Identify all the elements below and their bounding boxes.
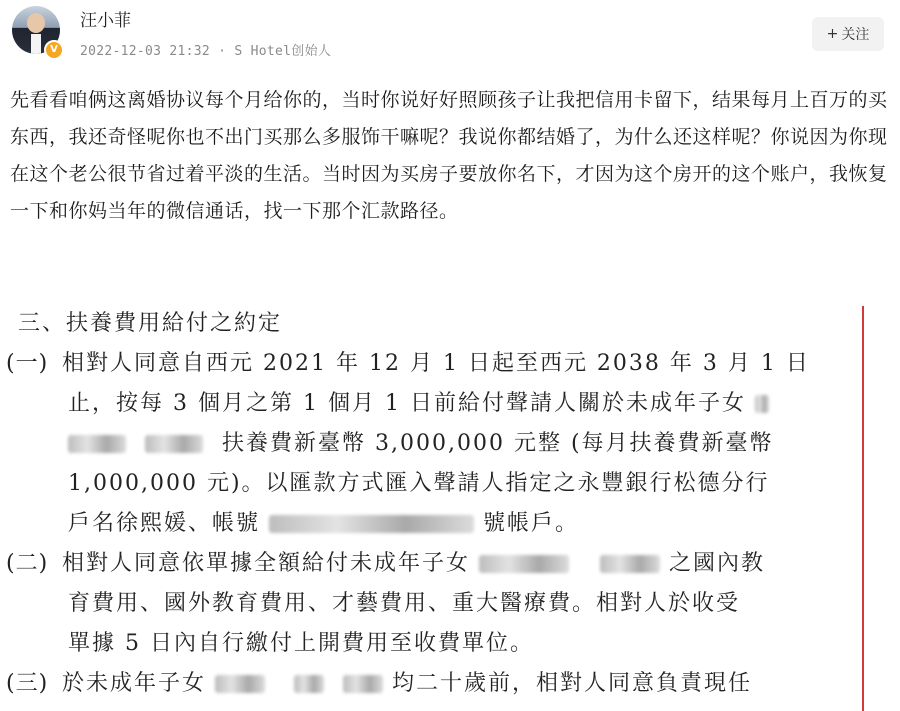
clause-1-line-5 bbox=[68, 506, 579, 537]
clause-1-line-3 bbox=[68, 426, 774, 457]
follow-button-label: 关注 bbox=[841, 27, 870, 43]
clause-2-line-3: 單據 5 日內自行繳付上開費用至收費單位。 bbox=[68, 631, 534, 656]
plus-icon: + bbox=[826, 26, 839, 42]
clause-3-line-1b: 均二十歲前，相對人同意負責現任 bbox=[392, 671, 753, 696]
clause-3-line-1 bbox=[62, 666, 752, 697]
margin-red-line bbox=[862, 306, 864, 711]
redaction-blur bbox=[269, 515, 474, 533]
avatar-face bbox=[27, 13, 45, 33]
clause-1-line-2-text: 止，按每 3 個月之第 1 個月 1 日前給付聲請人關於未成年子女 bbox=[68, 391, 746, 416]
clause-1-line-1: 相對人同意自西元 2021 年 12 月 1 日起至西元 2038 年 3 月 1 日 bbox=[62, 351, 810, 376]
document-image[interactable] bbox=[0, 300, 900, 711]
clause-2-line-1b: 之國內教 bbox=[669, 551, 766, 576]
avatar-shirt bbox=[31, 34, 41, 54]
username[interactable]: 汪小菲 bbox=[80, 11, 131, 31]
clause-2-line-2: 育費用、國外教育費用、才藝費用、重大醫療費。相對人於收受 bbox=[68, 591, 741, 616]
clause-3-line-1a: 於未成年子女 bbox=[62, 671, 207, 696]
clause-2-line-1a: 相對人同意依單據全額給付未成年子女 bbox=[62, 551, 471, 576]
redaction-blur bbox=[343, 675, 383, 693]
clause-2-label: (二) bbox=[6, 551, 49, 576]
clause-1-line-3-text: 扶養費新臺幣 3,000,000 元整 (每月扶養費新臺幣 bbox=[222, 431, 774, 456]
verified-badge-icon: V bbox=[44, 40, 64, 60]
clause-1-line-5a: 戶名徐熙媛、帳號 bbox=[68, 511, 261, 536]
clause-1-line-4: 1,000,000 元)。以匯款方式匯入聲請人指定之永豐銀行松德分行 bbox=[68, 471, 770, 496]
follow-button[interactable] bbox=[812, 17, 884, 51]
clause-1-line-5b: 號帳戶。 bbox=[483, 511, 580, 536]
post-header bbox=[0, 0, 900, 72]
redaction-blur bbox=[145, 435, 203, 453]
redaction-blur bbox=[294, 675, 324, 693]
redaction-blur bbox=[600, 555, 660, 573]
redaction-blur bbox=[479, 555, 569, 573]
post-body: 先看看咱俩这离婚协议每个月给你的，当时你说好好照顾孩子让我把信用卡留下，结果每月上百万的买东西，我还奇怪呢你也不出门买那么多服饰干嘛呢？我说你都结婚了，为什么还这样呢？你说因为你现在这个老公很节省过着平淡的生活。当时因为买房子要放你名下，才因为这个房开的这个账户，我恢复一下和你妈当年的微信通话，找一下那个汇款路径。 bbox=[10, 89, 888, 222]
clause-3-label: (三) bbox=[6, 671, 49, 696]
document-heading: 三、扶養費用給付之約定 bbox=[18, 311, 283, 336]
redaction-blur bbox=[215, 675, 265, 693]
post-meta: 2022-12-03 21:32 · S Hotel创始人 bbox=[80, 44, 332, 59]
clause-2-line-1 bbox=[62, 546, 765, 577]
clause-1-label: (一) bbox=[6, 351, 49, 376]
redaction-blur bbox=[755, 395, 769, 413]
redaction-blur bbox=[68, 435, 126, 453]
clause-1-line-2 bbox=[68, 386, 769, 417]
